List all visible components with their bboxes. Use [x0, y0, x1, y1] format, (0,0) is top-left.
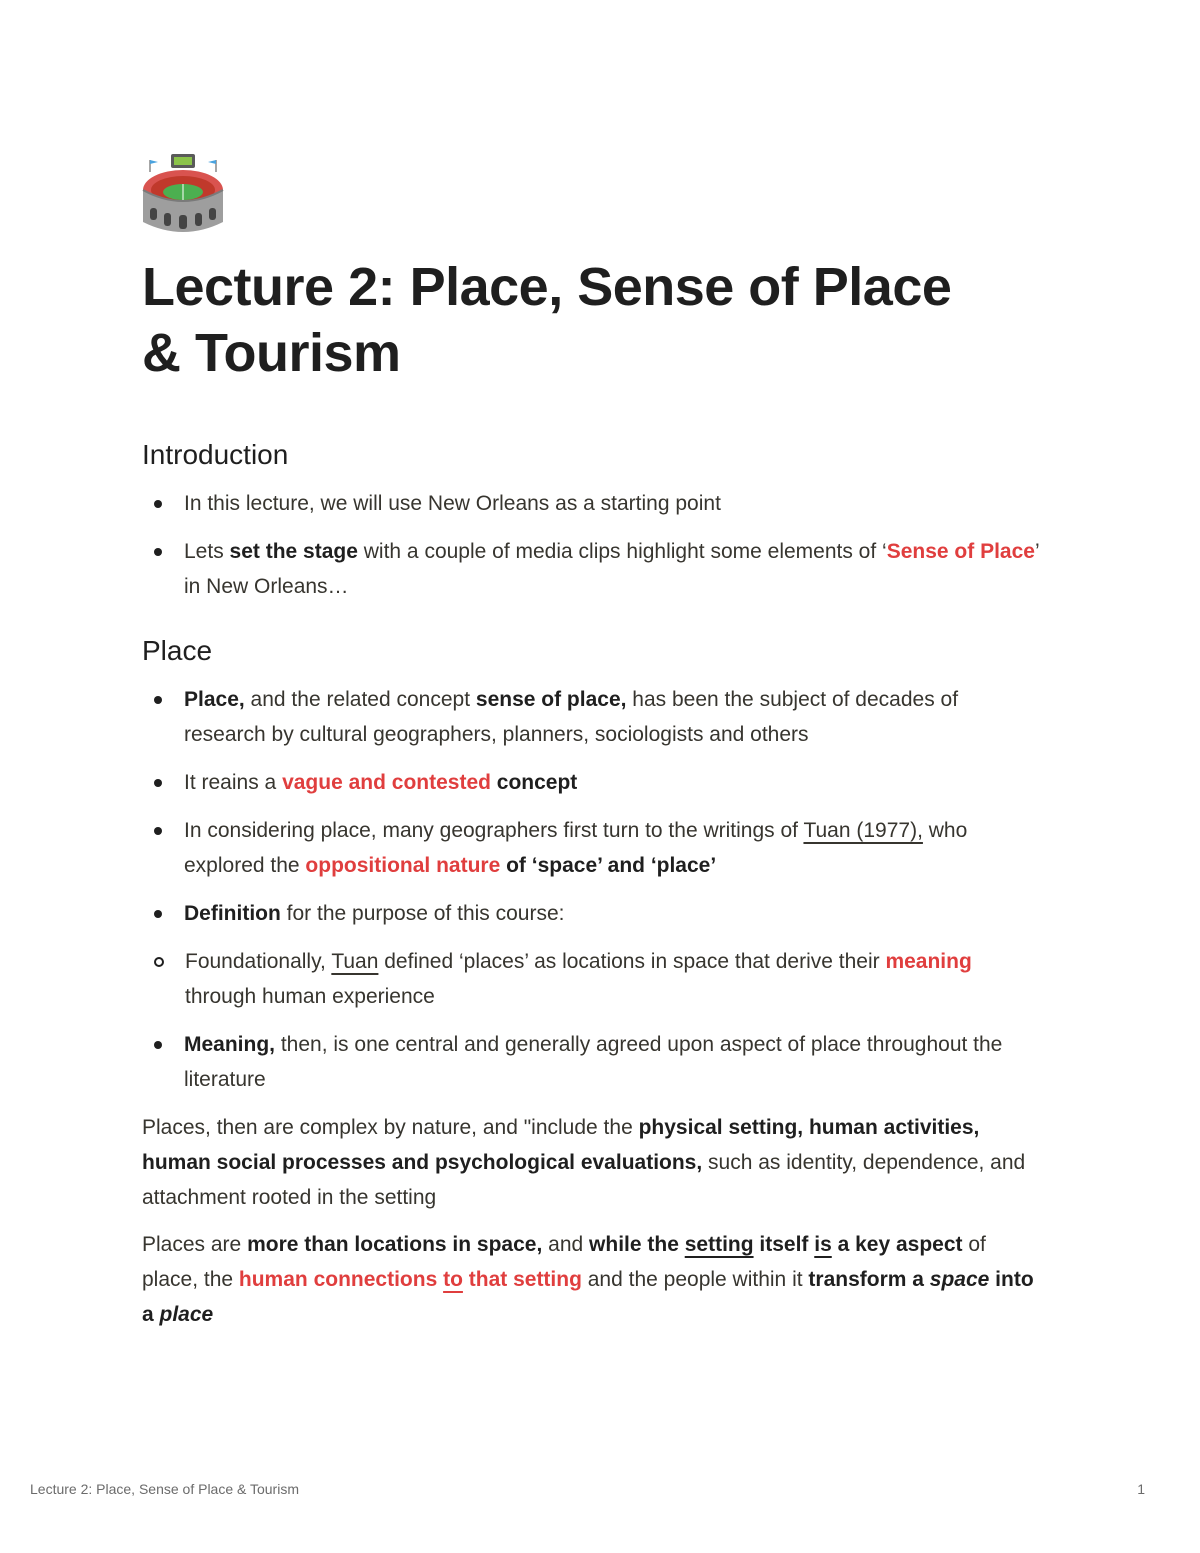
list-item: In this lecture, we will use New Orleans as a starting point — [142, 486, 1042, 521]
section-heading-place: Place — [142, 635, 213, 666]
list-item: Lets set the stage with a couple of media clips highlight some elements of ‘Sense of Place’ in New Orleans… — [142, 534, 1042, 604]
page-footer: Lecture 2: Place, Sense of Place & Tourism — [30, 1481, 299, 1497]
paragraph-places-complex: Places, then are complex by nature, and "include the physical setting, human activities, human social processes and psychological evaluations, such as identity, dependence, and attachment rooted in the setting — [142, 1116, 1026, 1209]
tuan-1977-link[interactable]: Tuan (1977), — [803, 819, 923, 842]
list-item: In considering place, many geographers first turn to the writings of Tuan (1977), who explored the oppositional nature of ‘space’ and ‘place’ — [142, 813, 1042, 883]
section-heading-introduction: Introduction — [142, 439, 289, 470]
document-page — [142, 150, 1042, 1332]
sub-list-item: Foundationally, Tuan defined ‘places’ as locations in space that derive their meaning through human experience — [100, 944, 1042, 1014]
list-item: Place, and the related concept sense of place, has been the subject of decades of research by cultural geographers, planners, sociologists and others — [142, 682, 1042, 752]
paragraph-places-more-than: Places are more than locations in space, and while the setting itself is a key aspect of place, the human connections to that setting and the people within it transform a space into a place — [142, 1233, 1034, 1326]
list-item: Meaning, then, is one central and generally agreed upon aspect of place throughout the literature — [142, 1027, 1042, 1097]
tuan-link[interactable]: Tuan — [331, 950, 379, 973]
stadium-icon — [140, 150, 226, 242]
list-item: Definition for the purpose of this course: — [142, 896, 1042, 931]
list-item: It reains a vague and contested concept — [142, 765, 1042, 800]
introduction-list — [142, 486, 1042, 604]
page-title: Lecture 2: Place, Sense of Place & Tourism — [142, 257, 952, 383]
place-list — [142, 682, 1042, 1097]
page-number: 1 — [1137, 1481, 1145, 1497]
